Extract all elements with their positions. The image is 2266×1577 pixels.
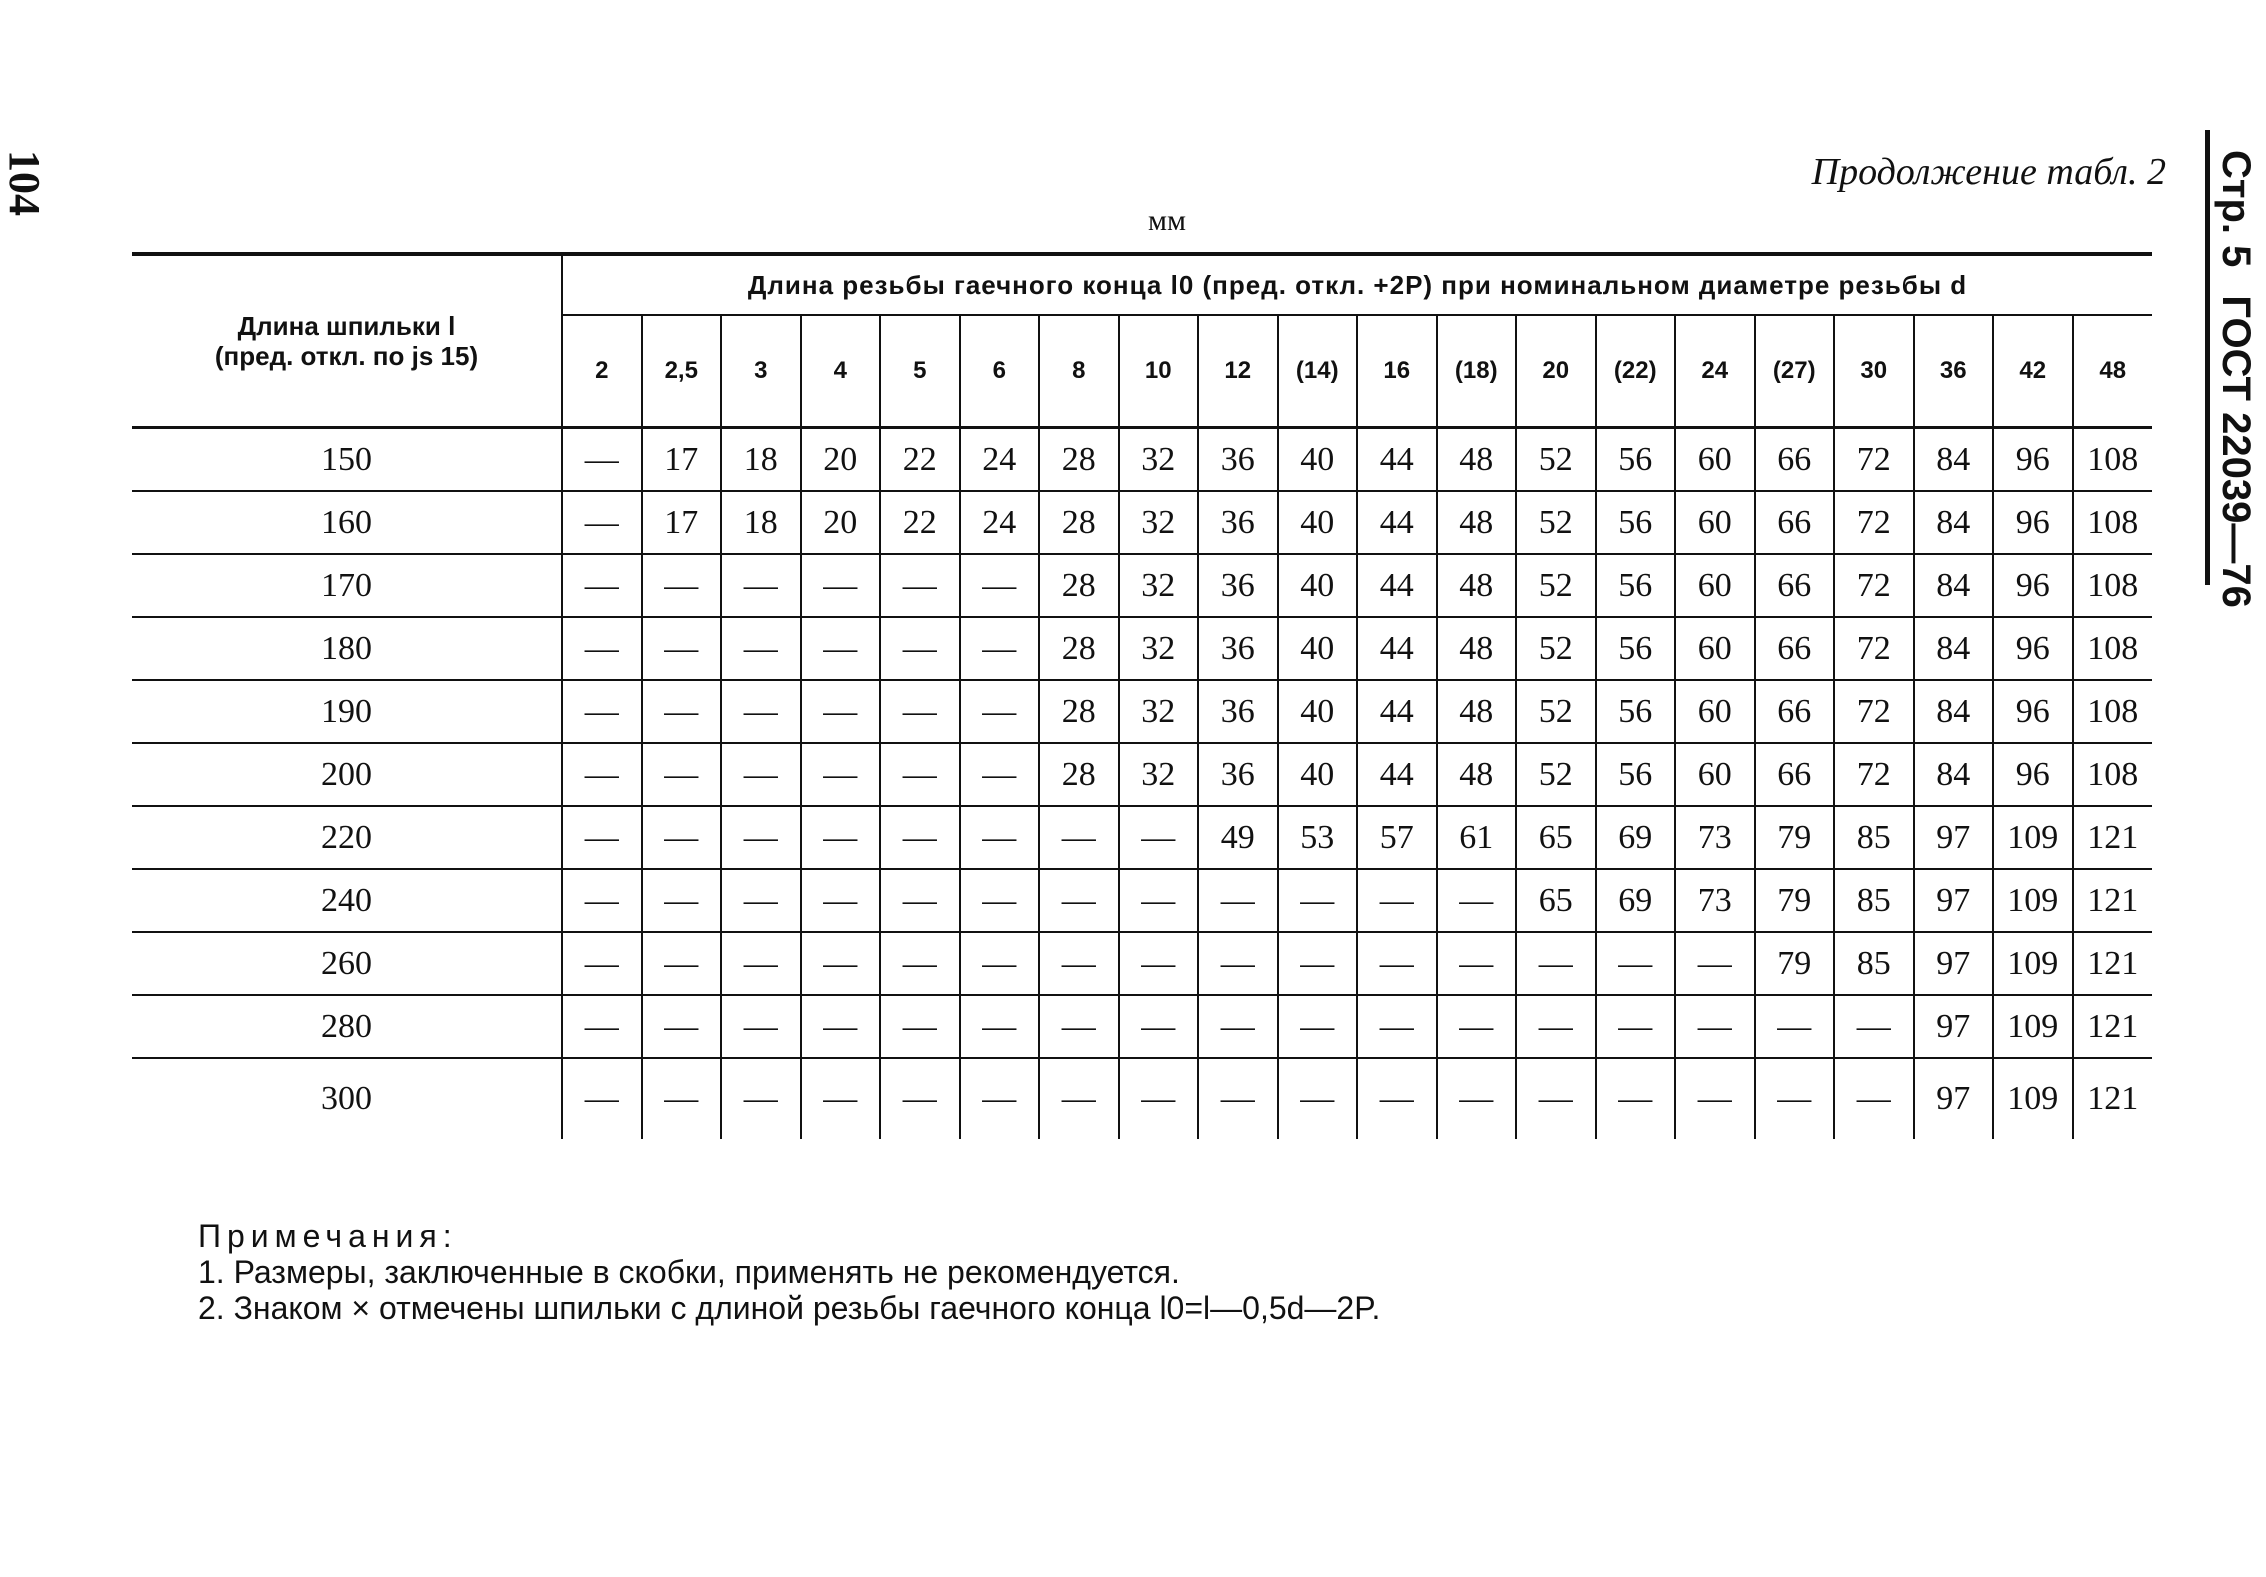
table-cell: 17: [642, 428, 722, 492]
table-cell: —: [801, 554, 881, 617]
table-cell: —: [562, 806, 642, 869]
table-cell: —: [1755, 995, 1835, 1058]
table-cell: 84: [1914, 743, 1994, 806]
column-header: 16: [1357, 315, 1437, 428]
table-cell: 72: [1834, 491, 1914, 554]
row-label: 280: [132, 995, 562, 1058]
table-cell: 60: [1675, 428, 1755, 492]
table-cell: 72: [1834, 428, 1914, 492]
table-cell: 57: [1357, 806, 1437, 869]
table-cell: 97: [1914, 806, 1994, 869]
table-cell: —: [562, 680, 642, 743]
table-cell: —: [880, 680, 960, 743]
table-cell: 24: [960, 428, 1040, 492]
table-cell: 108: [2073, 743, 2153, 806]
side-header: [2213, 150, 2258, 608]
table-cell: 49: [1198, 806, 1278, 869]
table-cell: —: [801, 932, 881, 995]
table-cell: 84: [1914, 554, 1994, 617]
side-header-page: Стр. 5: [2214, 150, 2258, 268]
table-cell: —: [562, 554, 642, 617]
table-cell: 44: [1357, 554, 1437, 617]
table-cell: 44: [1357, 491, 1437, 554]
table-cell: —: [562, 743, 642, 806]
table-cell: 40: [1278, 428, 1358, 492]
table-cell: 69: [1596, 869, 1676, 932]
table-cell: 109: [1993, 806, 2073, 869]
table-cell: 36: [1198, 428, 1278, 492]
table-cell: 48: [1437, 617, 1517, 680]
table-cell: 22: [880, 491, 960, 554]
table-cell: 48: [1437, 680, 1517, 743]
table-cell: —: [880, 995, 960, 1058]
table-cell: 48: [1437, 491, 1517, 554]
table-cell: —: [1039, 806, 1119, 869]
row-label: 260: [132, 932, 562, 995]
table-cell: —: [801, 995, 881, 1058]
table-cell: 32: [1119, 428, 1199, 492]
page-number: 104: [0, 150, 49, 216]
table-cell: —: [1119, 995, 1199, 1058]
group-header: Длина резьбы гаечного конца l0 (пред. откл. +2P) при номинальном диаметре резьбы d: [562, 254, 2152, 315]
table-cell: 28: [1039, 743, 1119, 806]
column-header: (18): [1437, 315, 1517, 428]
unit-label: мм: [1148, 204, 1186, 237]
table-cell: —: [1675, 932, 1755, 995]
table-cell: 85: [1834, 869, 1914, 932]
table-row: [132, 617, 2152, 680]
column-header: (14): [1278, 315, 1358, 428]
row-label: 150: [132, 428, 562, 492]
column-header: 8: [1039, 315, 1119, 428]
column-header: 20: [1516, 315, 1596, 428]
table-cell: 56: [1596, 680, 1676, 743]
note-item-1: 1. Размеры, заключенные в скобки, применять не рекомендуется.: [198, 1254, 1180, 1290]
table-cell: 18: [721, 491, 801, 554]
table-cell: 36: [1198, 617, 1278, 680]
column-header: 24: [1675, 315, 1755, 428]
table-cell: 108: [2073, 680, 2153, 743]
table-cell: 79: [1755, 869, 1835, 932]
table-cell: 40: [1278, 743, 1358, 806]
table-cell: 28: [1039, 491, 1119, 554]
table-cell: —: [562, 491, 642, 554]
table-cell: —: [642, 617, 722, 680]
table-cell: 69: [1596, 806, 1676, 869]
table-cell: —: [960, 680, 1040, 743]
table-cell: —: [1119, 869, 1199, 932]
table-body: [132, 428, 2152, 1140]
table-cell: 56: [1596, 491, 1676, 554]
column-header: 10: [1119, 315, 1199, 428]
table-cell: 44: [1357, 428, 1437, 492]
table-continuation-label: Продолжение табл. 2: [1811, 151, 2166, 193]
table-cell: —: [1278, 1058, 1358, 1139]
table-cell: —: [642, 680, 722, 743]
column-header: 48: [2073, 315, 2153, 428]
table-cell: —: [880, 869, 960, 932]
side-header-standard: ГОСТ 22039—76: [2214, 295, 2258, 608]
table-cell: 48: [1437, 743, 1517, 806]
table-cell: 65: [1516, 869, 1596, 932]
table-cell: 85: [1834, 932, 1914, 995]
table-row: [132, 554, 2152, 617]
table-cell: —: [1039, 932, 1119, 995]
table-cell: 97: [1914, 869, 1994, 932]
note-item-2: 2. Знаком × отмечены шпильки с длиной резьбы гаечного конца l0=l—0,5d—2P.: [198, 1290, 1381, 1326]
table-cell: 108: [2073, 428, 2153, 492]
table-cell: —: [801, 806, 881, 869]
table-cell: 60: [1675, 617, 1755, 680]
table-cell: —: [880, 554, 960, 617]
table-cell: 20: [801, 491, 881, 554]
table-cell: 72: [1834, 617, 1914, 680]
table-cell: —: [801, 1058, 881, 1139]
table-cell: —: [1596, 932, 1676, 995]
table-cell: 40: [1278, 617, 1358, 680]
table-cell: —: [562, 428, 642, 492]
table-cell: —: [721, 554, 801, 617]
table-cell: —: [721, 1058, 801, 1139]
table-cell: —: [642, 743, 722, 806]
table-cell: —: [721, 617, 801, 680]
table-cell: 40: [1278, 491, 1358, 554]
table-cell: —: [1357, 995, 1437, 1058]
table-cell: —: [1278, 932, 1358, 995]
stub-header: [132, 254, 562, 428]
column-header: 2,5: [642, 315, 722, 428]
table-cell: —: [1675, 995, 1755, 1058]
table-cell: 36: [1198, 554, 1278, 617]
table-cell: —: [1516, 932, 1596, 995]
table-cell: 36: [1198, 743, 1278, 806]
row-label: 220: [132, 806, 562, 869]
table-cell: 44: [1357, 617, 1437, 680]
table-cell: 32: [1119, 554, 1199, 617]
table-cell: —: [562, 932, 642, 995]
table-cell: 108: [2073, 617, 2153, 680]
table-cell: —: [1834, 995, 1914, 1058]
table-cell: 52: [1516, 743, 1596, 806]
table-cell: —: [960, 806, 1040, 869]
table-cell: 48: [1437, 428, 1517, 492]
notes: [198, 1218, 1380, 1326]
table-cell: 66: [1755, 743, 1835, 806]
stud-length-table: [132, 252, 2152, 1139]
notes-title: Примечания:: [198, 1218, 458, 1254]
table-cell: —: [642, 869, 722, 932]
column-header: (27): [1755, 315, 1835, 428]
table-cell: —: [1516, 995, 1596, 1058]
table-cell: —: [642, 806, 722, 869]
column-header: (22): [1596, 315, 1676, 428]
table-cell: —: [960, 617, 1040, 680]
table-cell: 97: [1914, 995, 1994, 1058]
table-cell: 108: [2073, 491, 2153, 554]
table-cell: 79: [1755, 806, 1835, 869]
stub-header-line2: (пред. откл. по js 15): [214, 341, 479, 371]
table-cell: 32: [1119, 680, 1199, 743]
table-cell: —: [1039, 995, 1119, 1058]
table-cell: —: [1675, 1058, 1755, 1139]
table-cell: 40: [1278, 680, 1358, 743]
table-cell: 53: [1278, 806, 1358, 869]
table-cell: 109: [1993, 932, 2073, 995]
table-cell: 60: [1675, 491, 1755, 554]
table-cell: —: [1596, 1058, 1676, 1139]
table-cell: 66: [1755, 554, 1835, 617]
column-header: 30: [1834, 315, 1914, 428]
table-row: [132, 806, 2152, 869]
table-cell: 73: [1675, 806, 1755, 869]
table-cell: —: [880, 806, 960, 869]
table-cell: —: [1596, 995, 1676, 1058]
table-cell: —: [880, 1058, 960, 1139]
table-row: [132, 680, 2152, 743]
table-cell: 65: [1516, 806, 1596, 869]
table-cell: —: [642, 1058, 722, 1139]
table-cell: 60: [1675, 554, 1755, 617]
table-cell: —: [1119, 806, 1199, 869]
table-cell: 109: [1993, 869, 2073, 932]
column-header: 3: [721, 315, 801, 428]
table-cell: —: [880, 743, 960, 806]
table-cell: 52: [1516, 491, 1596, 554]
table-cell: 56: [1596, 617, 1676, 680]
column-header: 2: [562, 315, 642, 428]
table-header-row: [132, 254, 2152, 315]
table-cell: 85: [1834, 806, 1914, 869]
table-cell: —: [801, 743, 881, 806]
table-cell: —: [721, 680, 801, 743]
table-cell: —: [1437, 1058, 1517, 1139]
table-cell: 79: [1755, 932, 1835, 995]
table-cell: 18: [721, 428, 801, 492]
table-cell: —: [1834, 1058, 1914, 1139]
table-cell: —: [1278, 995, 1358, 1058]
table-cell: —: [1357, 932, 1437, 995]
column-header: 5: [880, 315, 960, 428]
column-header: 42: [1993, 315, 2073, 428]
side-rule: [2205, 130, 2210, 585]
table-cell: —: [880, 932, 960, 995]
table-cell: 32: [1119, 743, 1199, 806]
table-cell: —: [1198, 1058, 1278, 1139]
table-cell: 52: [1516, 680, 1596, 743]
table-cell: —: [960, 554, 1040, 617]
table-cell: 121: [2073, 869, 2153, 932]
table-cell: 84: [1914, 617, 1994, 680]
table-cell: 32: [1119, 617, 1199, 680]
table-cell: 28: [1039, 617, 1119, 680]
table-cell: 48: [1437, 554, 1517, 617]
table-cell: —: [1437, 932, 1517, 995]
table-cell: 52: [1516, 428, 1596, 492]
table-cell: 121: [2073, 1058, 2153, 1139]
table-cell: —: [1278, 869, 1358, 932]
table-cell: —: [642, 932, 722, 995]
table-cell: —: [1198, 995, 1278, 1058]
table-cell: 28: [1039, 680, 1119, 743]
table-cell: 44: [1357, 680, 1437, 743]
table-cell: 66: [1755, 491, 1835, 554]
table-cell: 20: [801, 428, 881, 492]
table-cell: —: [721, 869, 801, 932]
table-cell: 61: [1437, 806, 1517, 869]
table-cell: —: [1198, 932, 1278, 995]
table-cell: —: [960, 869, 1040, 932]
table-cell: —: [801, 680, 881, 743]
table-cell: —: [1198, 869, 1278, 932]
table-cell: —: [721, 743, 801, 806]
table-cell: 52: [1516, 617, 1596, 680]
table-cell: 109: [1993, 1058, 2073, 1139]
table-row: [132, 995, 2152, 1058]
column-header: 12: [1198, 315, 1278, 428]
table-cell: —: [1437, 995, 1517, 1058]
table-cell: 84: [1914, 428, 1994, 492]
stub-header-line1: Длина шпильки l: [237, 311, 456, 341]
table-cell: —: [562, 995, 642, 1058]
table-cell: 28: [1039, 554, 1119, 617]
table-cell: 72: [1834, 554, 1914, 617]
table-cell: —: [1119, 932, 1199, 995]
table-cell: 72: [1834, 743, 1914, 806]
row-label: 200: [132, 743, 562, 806]
table-cell: 32: [1119, 491, 1199, 554]
table-cell: 84: [1914, 491, 1994, 554]
table-cell: 121: [2073, 806, 2153, 869]
table-cell: —: [960, 743, 1040, 806]
table-cell: 96: [1993, 680, 2073, 743]
table-cell: 97: [1914, 932, 1994, 995]
table-cell: —: [562, 1058, 642, 1139]
table-row: [132, 1058, 2152, 1139]
table-cell: —: [1357, 869, 1437, 932]
table-cell: —: [1119, 1058, 1199, 1139]
table-cell: 84: [1914, 680, 1994, 743]
table-row: [132, 869, 2152, 932]
table-cell: 96: [1993, 743, 2073, 806]
table-cell: —: [1039, 869, 1119, 932]
table-cell: 60: [1675, 743, 1755, 806]
table-cell: —: [1437, 869, 1517, 932]
table-cell: 52: [1516, 554, 1596, 617]
table-cell: 66: [1755, 428, 1835, 492]
table-cell: —: [562, 869, 642, 932]
table-cell: 97: [1914, 1058, 1994, 1139]
table-cell: —: [642, 554, 722, 617]
column-header: 6: [960, 315, 1040, 428]
table-cell: 96: [1993, 428, 2073, 492]
column-header: 4: [801, 315, 881, 428]
table-cell: —: [880, 617, 960, 680]
table-row: [132, 932, 2152, 995]
table-cell: 121: [2073, 995, 2153, 1058]
table-cell: 96: [1993, 491, 2073, 554]
table-cell: —: [721, 995, 801, 1058]
table-cell: 36: [1198, 491, 1278, 554]
row-label: 180: [132, 617, 562, 680]
table-cell: —: [642, 995, 722, 1058]
table-cell: 60: [1675, 680, 1755, 743]
table-cell: —: [801, 617, 881, 680]
table-cell: —: [1357, 1058, 1437, 1139]
table-cell: 24: [960, 491, 1040, 554]
table-cell: —: [960, 1058, 1040, 1139]
column-header: 36: [1914, 315, 1994, 428]
table-cell: 40: [1278, 554, 1358, 617]
table-cell: 36: [1198, 680, 1278, 743]
table-cell: 66: [1755, 680, 1835, 743]
table-cell: 108: [2073, 554, 2153, 617]
table-row: [132, 428, 2152, 492]
table-cell: 44: [1357, 743, 1437, 806]
table-cell: 96: [1993, 554, 2073, 617]
table-cell: 56: [1596, 743, 1676, 806]
table-cell: 109: [1993, 995, 2073, 1058]
table-cell: 22: [880, 428, 960, 492]
row-label: 170: [132, 554, 562, 617]
table-cell: 72: [1834, 680, 1914, 743]
row-label: 160: [132, 491, 562, 554]
table-cell: 66: [1755, 617, 1835, 680]
table-cell: —: [1516, 1058, 1596, 1139]
table-cell: 17: [642, 491, 722, 554]
table-cell: —: [721, 932, 801, 995]
row-label: 190: [132, 680, 562, 743]
table-cell: 28: [1039, 428, 1119, 492]
table-cell: 56: [1596, 554, 1676, 617]
table-cell: —: [960, 932, 1040, 995]
table-cell: —: [721, 806, 801, 869]
table-cell: —: [801, 869, 881, 932]
table-cell: 56: [1596, 428, 1676, 492]
table-row: [132, 743, 2152, 806]
row-label: 300: [132, 1058, 562, 1139]
table-cell: —: [960, 995, 1040, 1058]
table-cell: 96: [1993, 617, 2073, 680]
table-cell: —: [1039, 1058, 1119, 1139]
row-label: 240: [132, 869, 562, 932]
table-cell: 121: [2073, 932, 2153, 995]
table-cell: —: [1755, 1058, 1835, 1139]
table-cell: —: [562, 617, 642, 680]
table-cell: 73: [1675, 869, 1755, 932]
table-row: [132, 491, 2152, 554]
